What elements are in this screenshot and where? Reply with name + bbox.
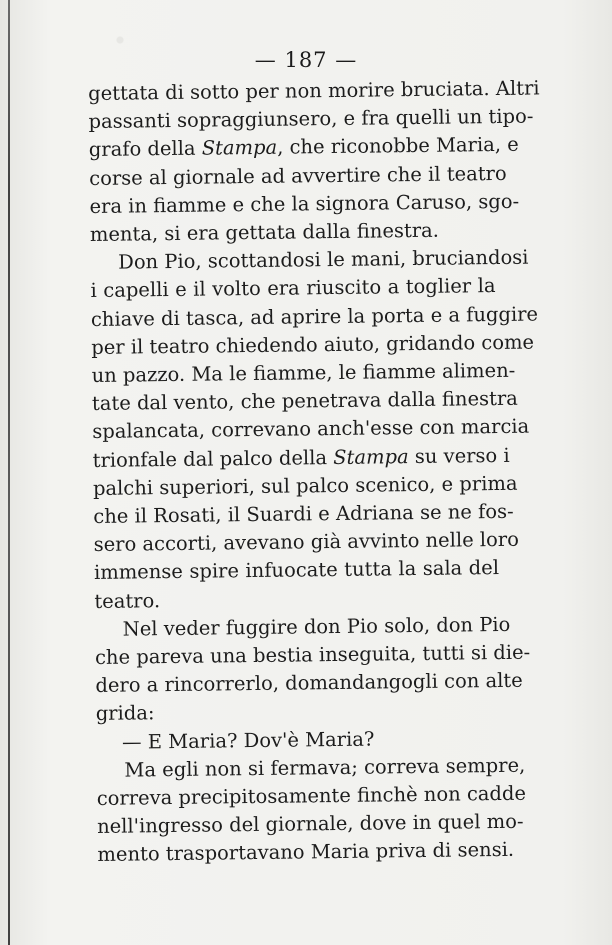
text-line: i capelli e il volto era riuscito a toglier la bbox=[90, 274, 496, 303]
text-line: che pareva una bestia inseguita, tutti si die- bbox=[94, 640, 531, 670]
paragraph-start: Ma egli non si fermava; correva sempre, bbox=[124, 753, 526, 782]
text-line: chiave di tasca, ad aprire la porta e a fuggire bbox=[90, 302, 539, 331]
text-line: menta, si era gettata dalla finestra. bbox=[89, 218, 440, 247]
text-line: trionfale dal palco della Stampa su verso i bbox=[92, 443, 510, 472]
dialogue-line: — E Maria? Dov'è Maria? bbox=[121, 727, 375, 754]
binding-edge bbox=[8, 0, 10, 945]
text-line: palchi superiori, sul palco scenico, e prima bbox=[92, 471, 518, 500]
text-line: gettata di sotto per non morire bruciata. Altri bbox=[88, 76, 540, 105]
text-line: teatro. bbox=[94, 588, 161, 613]
paragraph-start: Don Pio, scottandosi le mani, bruciandosi bbox=[118, 245, 529, 274]
page-number: — 187 — bbox=[254, 48, 358, 72]
text-line: passanti sopraggiunsero, e fra quelli un tipo- bbox=[88, 104, 534, 134]
text-line: immense spire infuocate tutta la sala del bbox=[93, 556, 500, 585]
body-text bbox=[88, 75, 540, 870]
text-line: era in fiamme e che la signora Caruso, sgo- bbox=[89, 189, 520, 218]
text-line: corse al giornale ad avvertire che il teatro bbox=[89, 161, 507, 190]
text-line: dero a rincorrerlo, domandangogli con alte bbox=[95, 669, 523, 698]
text-line: sero accorti, avevano già avvinto nelle loro bbox=[93, 528, 520, 557]
text-line: nell'ingresso del giornale, dove in quel mo- bbox=[96, 810, 524, 839]
text-line: per il teatro chiedendo aiuto, gridando come bbox=[91, 330, 535, 359]
text-line: che il Rosati, il Suardi e Adriana se ne fos- bbox=[93, 499, 514, 529]
text-line: grida: bbox=[95, 701, 155, 726]
text-line: spalancata, correvano anch'esse con marcia bbox=[92, 415, 530, 444]
paragraph-start: Nel veder fuggire don Pio solo, don Pio bbox=[122, 612, 511, 641]
text-line: un pazzo. Ma le fiamme, le fiamme alimen- bbox=[91, 358, 516, 388]
text-line: correva precipitosamente finchè non cadde bbox=[96, 781, 527, 811]
text-line: mento trasportavano Maria priva di sensi. bbox=[97, 838, 515, 867]
text-line: tate dal vento, che penetrava dalla finestra bbox=[91, 387, 519, 416]
text-line: grafo della Stampa, che riconobbe Maria, e bbox=[88, 133, 519, 162]
